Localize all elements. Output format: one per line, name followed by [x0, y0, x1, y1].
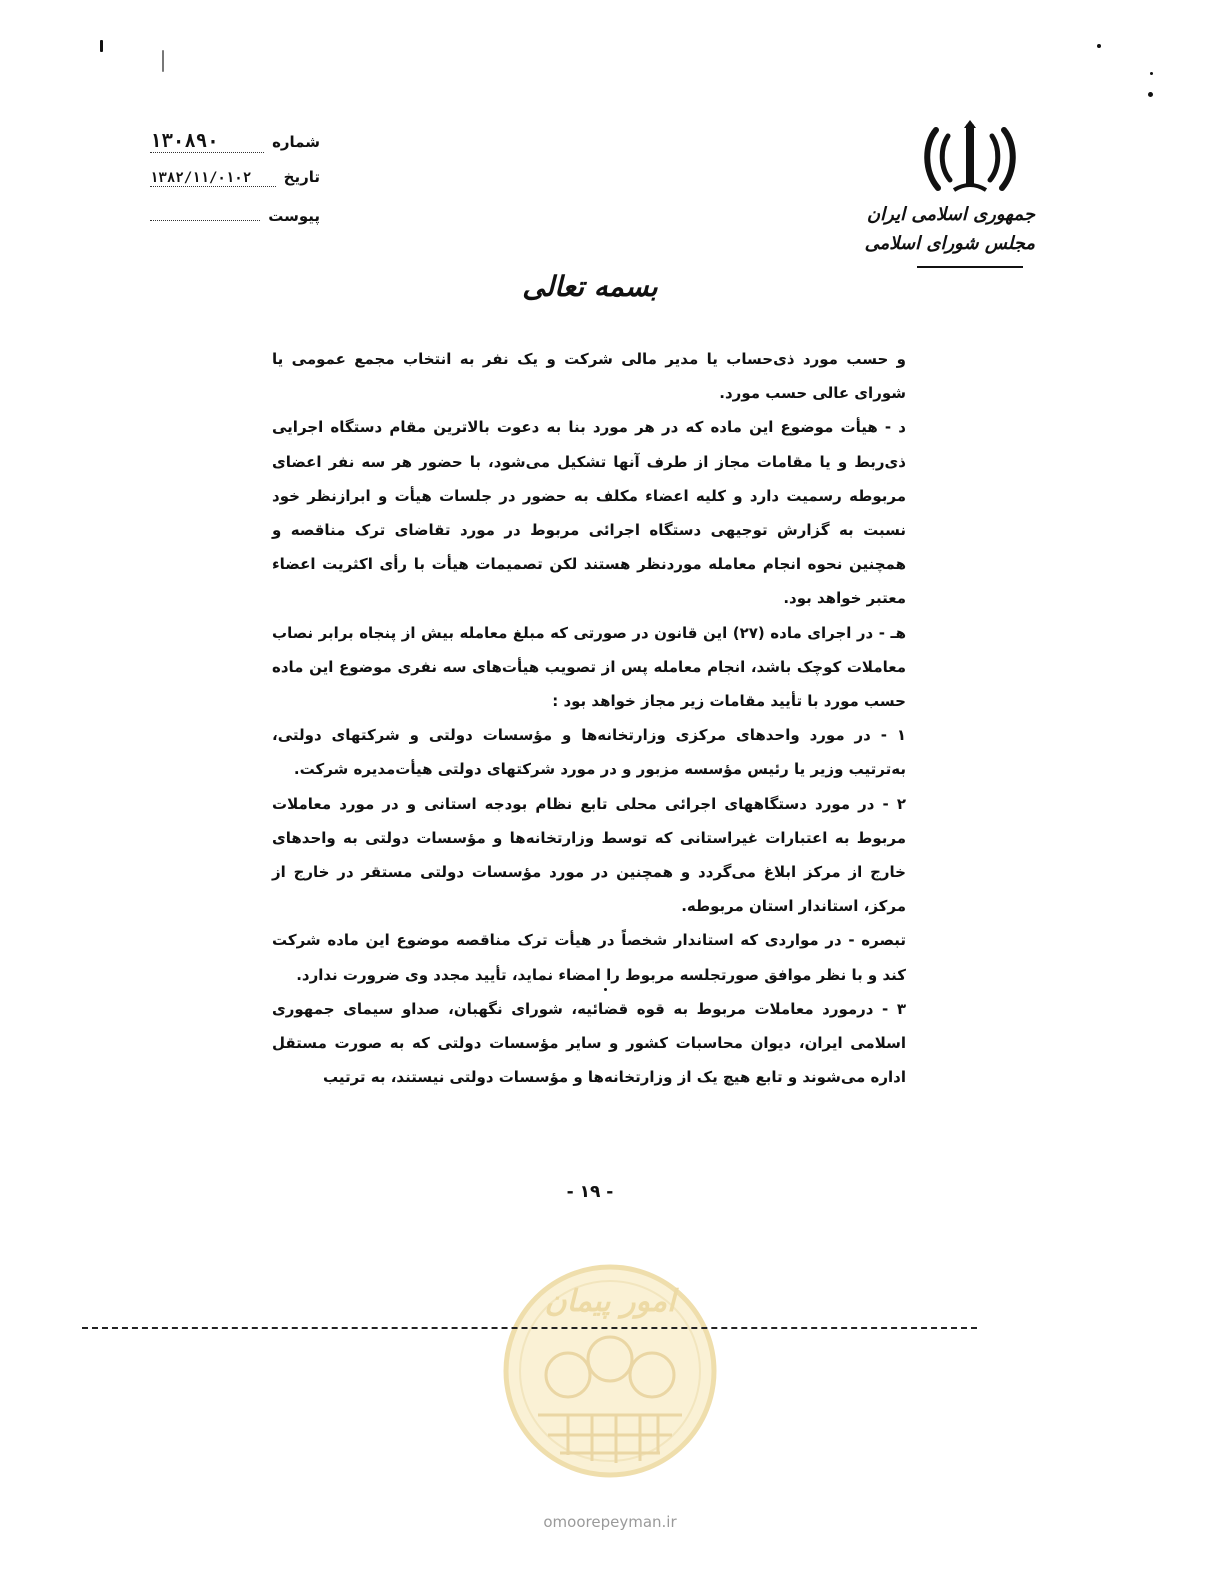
letter-attachment-label: پیوست — [268, 207, 320, 225]
letter-number-label: شماره — [272, 133, 320, 151]
letter-date-label: تاریخ — [283, 168, 320, 186]
watermark-site: omoorepeyman.ir — [543, 1513, 677, 1531]
letter-meta — [150, 130, 320, 244]
document-body — [272, 342, 906, 1094]
body-paragraph: هـ - در اجرای ماده (۲۷) این قانون در صورتی که مبلغ معامله بیش از پنجاه برابر نصاب معاملات کوچک باشد، انجام معامله پس از تصویب هیأت‌های سه نفری موضوع این ماده حسب مورد با تأیید مقامات زیر مجاز خواهد بود : — [272, 623, 907, 711]
republic-title: جمهوری اسلامی ایران — [866, 204, 1035, 225]
scan-speck — [162, 50, 164, 72]
letter-date-row — [150, 168, 320, 206]
letter-number-row — [150, 130, 320, 168]
body-paragraph: و حسب مورد ذی‌حساب یا مدیر مالی شرکت و یک نفر به انتخاب مجمع عمومی یا شورای عالی حسب مورد. — [272, 350, 906, 403]
watermark-logo-text: امور پیمان — [544, 1284, 676, 1319]
parliament-title: مجلس شورای اسلامی — [864, 233, 1035, 254]
letter-attachment-row — [150, 206, 320, 244]
scan-speck — [604, 988, 607, 991]
omoorepeyman-seal-icon — [498, 1255, 723, 1495]
body-paragraph: تبصره - در مواردی که استاندار شخصاً در هیأت ترک مناقصه موضوع این ماده شرکت کند و با نظر موافق صورتجلسه مربوط را امضاء نماید، تأیید مجدد وی ضرورت ندارد. — [272, 931, 906, 984]
body-paragraph: ۲ - در مورد دستگاههای اجرائی محلی تابع نظام بودجه استانی و در مورد معاملات مربوط به اعتبارات غیراستانی که توسط وزارتخانه‌ها و مؤسسات دولتی به واحدهای خارج از مرکز ابلاغ می‌گردد و همچنین در مورد مؤسسات دولتی مستقر در خارج از مرکز، استاندار استان مربوطه. — [272, 794, 906, 916]
scan-speck — [1150, 72, 1153, 75]
document-heading: بسمه تعالی — [522, 270, 658, 303]
scan-speck — [1097, 44, 1101, 48]
scan-speck — [100, 40, 103, 52]
body-paragraph: ۳ - درمورد معاملات مربوط به قوه قضائیه، شورای نگهبان، صداو سیمای جمهوری اسلامی ایران، دیوان محاسبات کشور و سایر مؤسسات دولتی که به صورت مستقل اداره می‌شوند و تابع هیچ یک از وزارتخانه‌ها و مؤسسات دولتی نیستند، به ترتیب — [272, 999, 906, 1087]
letterhead-rule — [917, 266, 1023, 268]
letter-date-value: ۱۳۸۲/۱۱/۰۱۰۲ — [150, 170, 276, 187]
scan-speck — [1148, 92, 1153, 97]
letterhead — [864, 118, 1035, 268]
body-paragraph: د - هیأت موضوع این ماده که در هر مورد بنا به دعوت بالاترین مقام دستگاه اجرایی ذی‌ربط و یا مقامات مجاز از طرف آنها تشکیل می‌شود، با حضور هر سه نفر اعضای مربوطه رسمیت دارد و کلیه اعضاء مکلف به حضور در جلسات هیأت و ابرازنظر خود نسبت به گزارش توجیهی دستگاه اجرائی مربوط در مورد تقاضای ترک مناقصه و همچنین نحوه انجام معامله موردنظر هستند لکن تصمیمات هیأت با رأی اکثریت اعضاء معتبر خواهد بود. — [272, 418, 906, 608]
iran-emblem-icon — [922, 118, 1018, 198]
page-separator — [82, 1327, 977, 1329]
letter-number-value: ۱۳۰۸۹۰ — [150, 130, 264, 153]
page-number: - ۱۹ - — [566, 1182, 614, 1202]
letter-attachment-value — [150, 206, 260, 221]
body-paragraph: ۱ - در مورد واحدهای مرکزی وزارتخانه‌ها و مؤسسات دولتی و شرکتهای دولتی، به‌ترتیب وزیر یا رئیس مؤسسه مزبور و در مورد شرکتهای دولتی هیأت‌مدیره شرکت. — [272, 726, 906, 779]
